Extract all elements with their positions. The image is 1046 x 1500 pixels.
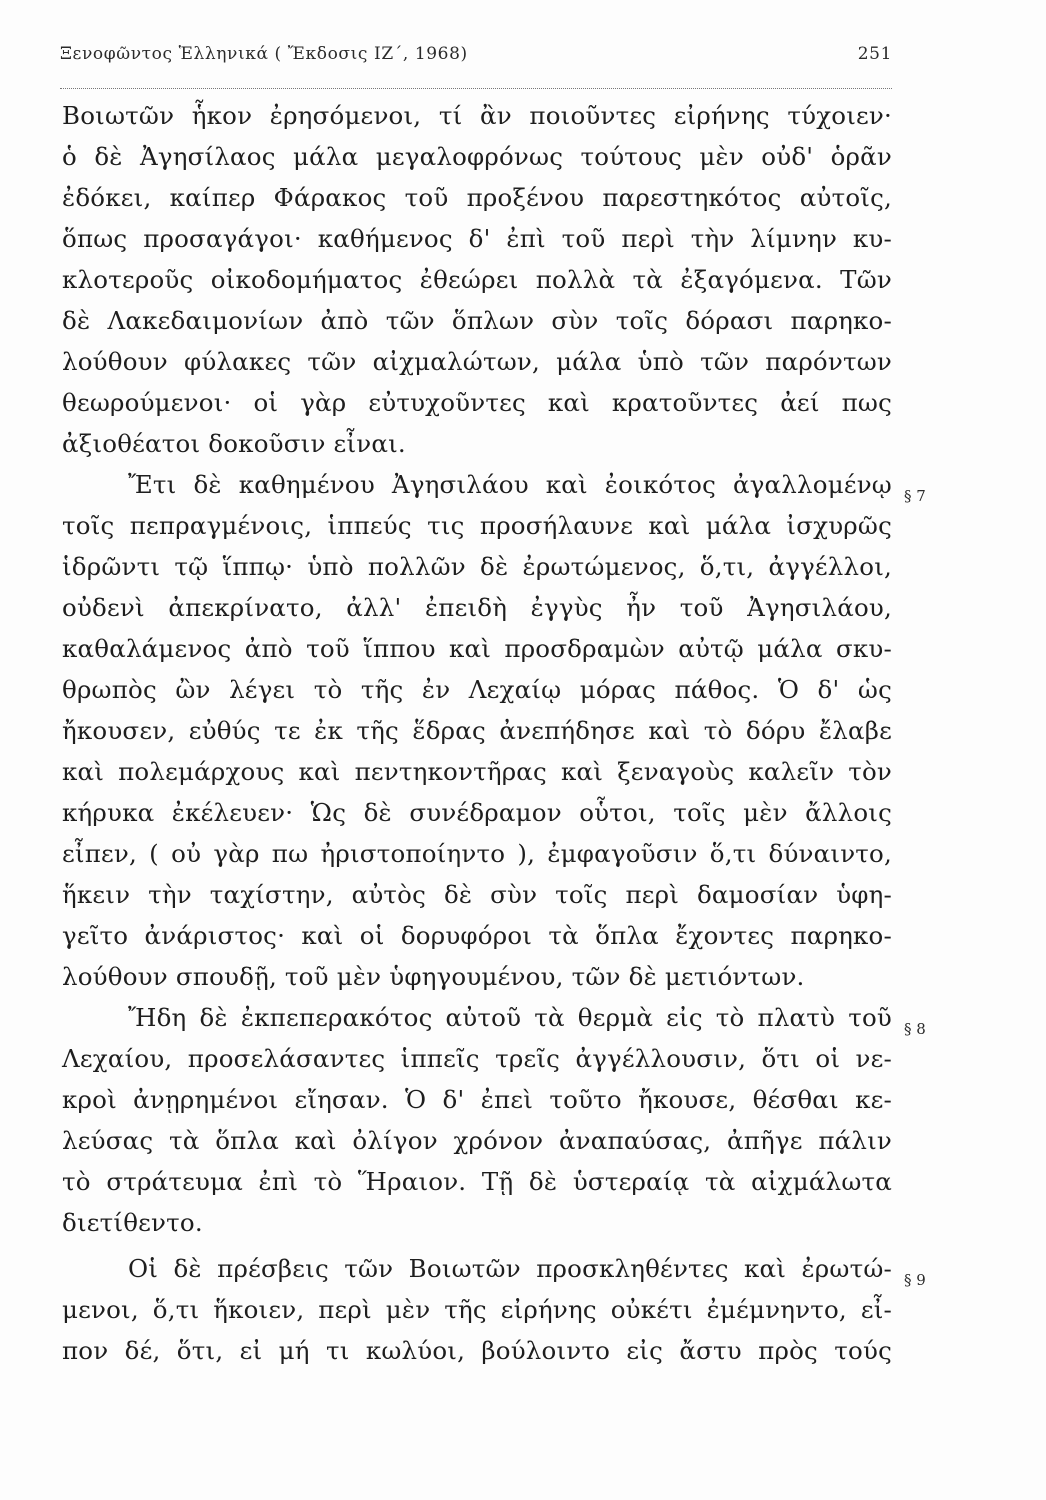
header-divider — [60, 88, 892, 89]
page-number: 251 — [857, 44, 892, 64]
text-line: λεύσας τὰ ὅπλα καὶ ὀλίγον χρόνον ἀναπαύσας, ἀπῆγε πάλιν — [62, 1126, 892, 1155]
section-marker: § 8 — [904, 1020, 926, 1038]
running-title: Ξενοφῶντος Ἑλληνικά ( Ἔκδοσις ΙΖ΄, 1968) — [60, 44, 468, 64]
section-marker: § 7 — [904, 487, 926, 505]
text-line: κλοτεροῦς οἰκοδομήματος ἐθεώρει πολλὰ τὰ ἐξαγόμενα. Τῶν — [62, 265, 892, 294]
text-line: οὐδενὶ ἀπεκρίνατο, ἀλλ' ἐπειδὴ ἐγγὺς ἦν τοῦ Ἀγησιλάου, — [62, 593, 892, 622]
text-line: ἐδόκει, καίπερ Φάρακος τοῦ προξένου παρεστηκότος αὐτοῖς, — [62, 183, 892, 212]
text-line: πον δέ, ὅτι, εἰ μή τι κωλύοι, βούλοιντο εἰς ἄστυ πρὸς τούς — [62, 1336, 892, 1365]
text-line: κροὶ ἀνῃρημένοι εἴησαν. Ὁ δ' ἐπεὶ τοῦτο ἤκουσε, θέσθαι κε- — [62, 1085, 892, 1114]
text-line: κήρυκα ἐκέλευεν· Ὡς δὲ συνέδραμον οὗτοι, τοῖς μὲν ἄλλοις — [62, 798, 892, 827]
text-line: Βοιωτῶν ἧκον ἐρησόμενοι, τί ἂν ποιοῦντες εἰρήνης τύχοιεν· — [62, 101, 892, 130]
text-line: ἤκουσεν, εὐθύς τε ἐκ τῆς ἕδρας ἀνεπήδησε καὶ τὸ δόρυ ἔλαβε — [62, 716, 892, 745]
text-line: Ἤδη δὲ ἐκπεπερακότος αὐτοῦ τὰ θερμὰ εἰς τὸ πλατὺ τοῦ — [128, 1003, 892, 1032]
text-line: θρωπὸς ὢν λέγει τὸ τῆς ἐν Λεχαίῳ μόρας πάθος. Ὁ δ' ὡς — [62, 675, 892, 704]
text-line: δὲ Λακεδαιμονίων ἀπὸ τῶν ὅπλων σὺν τοῖς δόρασι παρηκο- — [62, 306, 892, 335]
section-marker: § 9 — [904, 1271, 926, 1289]
text-line: ὅπως προσαγάγοι· καθήμενος δ' ἐπὶ τοῦ περὶ τὴν λίμνην κυ- — [62, 224, 892, 253]
text-line: καὶ πολεμάρχους καὶ πεντηκοντῆρας καὶ ξεναγοὺς καλεῖν τὸν — [62, 757, 892, 786]
text-line: λούθουν φύλακες τῶν αἰχμαλώτων, μάλα ὑπὸ τῶν παρόντων — [62, 347, 892, 376]
text-line: καθαλάμενος ἀπὸ τοῦ ἵππου καὶ προσδραμὼν αὐτῷ μάλα σκυ- — [62, 634, 892, 663]
text-line: Ἔτι δὲ καθημένου Ἀγησιλάου καὶ ἐοικότος ἀγαλλομένῳ — [128, 470, 892, 499]
text-line: μενοι, ὅ,τι ἥκοιεν, περὶ μὲν τῆς εἰρήνης οὐκέτι ἐμέμνηντο, εἶ- — [62, 1295, 892, 1324]
text-line: λούθουν σπουδῇ, τοῦ μὲν ὑφηγουμένου, τῶν δὲ μετιόντων. — [62, 962, 805, 991]
text-line: ὁ δὲ Ἀγησίλαος μάλα μεγαλοφρόνως τούτους μὲν οὐδ' ὁρᾶν — [62, 142, 892, 171]
text-line: Οἱ δὲ πρέσβεις τῶν Βοιωτῶν προσκληθέντες καὶ ἐρωτώ- — [128, 1254, 892, 1283]
text-line: τὸ στράτευμα ἐπὶ τὸ Ἥραιον. Τῇ δὲ ὑστεραίᾳ τὰ αἰχμάλωτα — [62, 1167, 892, 1196]
running-header — [60, 44, 892, 74]
text-line: ἀξιοθέατοι δοκοῦσιν εἶναι. — [62, 429, 406, 458]
text-line: τοῖς πεπραγμένοις, ἱππεύς τις προσήλαυνε καὶ μάλα ἰσχυρῶς — [62, 511, 892, 540]
text-line: ἱδρῶντι τῷ ἵππῳ· ὑπὸ πολλῶν δὲ ἐρωτώμενος, ὅ,τι, ἀγγέλλοι, — [62, 552, 892, 581]
text-line: Λεχαίου, προσελάσαντες ἱππεῖς τρεῖς ἀγγέλλουσιν, ὅτι οἱ νε- — [62, 1044, 892, 1073]
text-line: διετίθεντο. — [62, 1208, 203, 1237]
text-line: ἥκειν τὴν ταχίστην, αὐτὸς δὲ σὺν τοῖς περὶ δαμοσίαν ὑφη- — [62, 880, 892, 909]
text-line: γεῖτο ἀνάριστος· καὶ οἱ δορυφόροι τὰ ὅπλα ἔχοντες παρηκο- — [62, 921, 892, 950]
text-line: εἶπεν, ( οὐ γὰρ πω ἠριστοποίηντο ), ἐμφαγοῦσιν ὅ,τι δύναιντο, — [62, 839, 892, 868]
text-line: θεωρούμενοι· οἱ γὰρ εὐτυχοῦντες καὶ κρατοῦντες ἀεί πως — [62, 388, 892, 417]
